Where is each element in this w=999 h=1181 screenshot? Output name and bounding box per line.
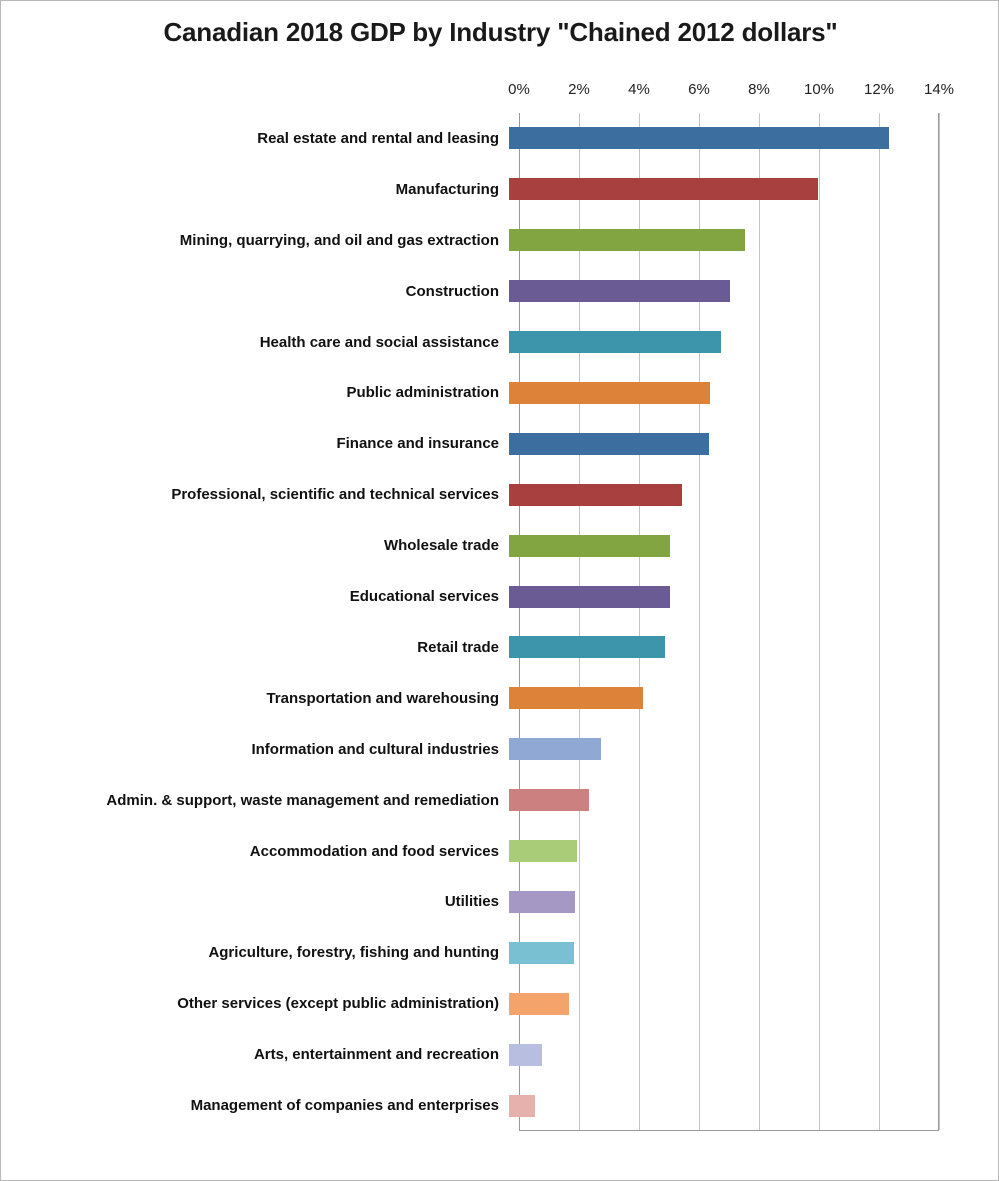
x-tick-label: 0% bbox=[508, 81, 530, 98]
bar-row bbox=[1, 1029, 939, 1080]
bar-track bbox=[509, 927, 929, 978]
bar-rows bbox=[1, 113, 939, 1131]
bar-track bbox=[509, 113, 929, 164]
bar-track bbox=[509, 571, 929, 622]
x-tick-label: 8% bbox=[748, 81, 770, 98]
bar[interactable] bbox=[509, 993, 569, 1015]
bar-category-label: Accommodation and food services bbox=[249, 842, 499, 860]
bar[interactable] bbox=[509, 891, 575, 913]
bar-track bbox=[509, 978, 929, 1029]
bar-row bbox=[1, 826, 939, 877]
bar[interactable] bbox=[509, 127, 889, 149]
bar[interactable] bbox=[509, 1095, 535, 1117]
bar-row bbox=[1, 469, 939, 520]
bar-category-label: Educational services bbox=[349, 588, 499, 606]
bar-track bbox=[509, 266, 929, 317]
bar-row bbox=[1, 418, 939, 469]
bar-track bbox=[509, 622, 929, 673]
bar[interactable] bbox=[509, 331, 721, 353]
bar-row bbox=[1, 520, 939, 571]
bar-track bbox=[509, 418, 929, 469]
bar-category-label: Transportation and warehousing bbox=[266, 689, 499, 707]
bar-row bbox=[1, 622, 939, 673]
bar[interactable] bbox=[509, 738, 601, 760]
bar[interactable] bbox=[509, 687, 643, 709]
bar-row bbox=[1, 215, 939, 266]
x-axis-tick-labels bbox=[508, 81, 955, 103]
bar[interactable] bbox=[509, 382, 710, 404]
bar-track bbox=[509, 1029, 929, 1080]
bar-category-label: Wholesale trade bbox=[383, 537, 499, 555]
bar-track bbox=[509, 877, 929, 928]
bar[interactable] bbox=[509, 586, 670, 608]
bar-track bbox=[509, 469, 929, 520]
bar-row bbox=[1, 877, 939, 928]
bar-row bbox=[1, 978, 939, 1029]
bar-track bbox=[509, 673, 929, 724]
bar[interactable] bbox=[509, 942, 574, 964]
bar[interactable] bbox=[509, 535, 670, 557]
bar-category-label: Admin. & support, waste management and remediation bbox=[106, 791, 499, 809]
bar-category-label: Mining, quarrying, and oil and gas extraction bbox=[179, 231, 499, 249]
bar-category-label: Finance and insurance bbox=[336, 435, 499, 453]
bar[interactable] bbox=[509, 636, 665, 658]
bar-track bbox=[509, 164, 929, 215]
bar-category-label: Agriculture, forestry, fishing and hunting bbox=[208, 944, 499, 962]
x-tick-label: 14% bbox=[923, 81, 955, 98]
bar[interactable] bbox=[509, 789, 589, 811]
bar-category-label: Utilities bbox=[444, 893, 499, 911]
chart-title: Canadian 2018 GDP by Industry "Chained 2012 dollars" bbox=[163, 17, 838, 47]
bar-row bbox=[1, 927, 939, 978]
x-tick-label: 2% bbox=[568, 81, 590, 98]
bar-category-label: Professional, scientific and technical services bbox=[171, 486, 499, 504]
bar-row bbox=[1, 775, 939, 826]
bar-row bbox=[1, 1080, 939, 1131]
bar-row bbox=[1, 266, 939, 317]
bar[interactable] bbox=[509, 280, 730, 302]
bar-track bbox=[509, 724, 929, 775]
bar-track bbox=[509, 1080, 929, 1131]
bar-category-label: Other services (except public administration) bbox=[177, 995, 499, 1013]
bar-row bbox=[1, 164, 939, 215]
bar-row bbox=[1, 673, 939, 724]
bar-track bbox=[509, 520, 929, 571]
bar-category-label: Real estate and rental and leasing bbox=[257, 129, 499, 147]
bar[interactable] bbox=[509, 433, 709, 455]
bar[interactable] bbox=[509, 840, 577, 862]
bar-row bbox=[1, 724, 939, 775]
bar-category-label: Health care and social assistance bbox=[259, 333, 499, 351]
bar-category-label: Public administration bbox=[346, 384, 499, 402]
x-tick-label: 10% bbox=[803, 81, 835, 98]
bar-category-label: Manufacturing bbox=[395, 180, 499, 198]
x-tick-label: 12% bbox=[863, 81, 895, 98]
bar-track bbox=[509, 215, 929, 266]
bar[interactable] bbox=[509, 229, 745, 251]
bar-category-label: Information and cultural industries bbox=[251, 740, 499, 758]
x-tick-label: 4% bbox=[628, 81, 650, 98]
gridline bbox=[939, 113, 940, 1130]
bar-row bbox=[1, 113, 939, 164]
bar-track bbox=[509, 826, 929, 877]
bar-category-label: Arts, entertainment and recreation bbox=[253, 1046, 499, 1064]
bar[interactable] bbox=[509, 1044, 542, 1066]
x-tick-label: 6% bbox=[688, 81, 710, 98]
bar-category-label: Retail trade bbox=[417, 638, 499, 656]
bar-category-label: Management of companies and enterprises bbox=[190, 1097, 499, 1115]
bar-track bbox=[509, 775, 929, 826]
bar[interactable] bbox=[509, 484, 682, 506]
bar-row bbox=[1, 317, 939, 368]
bar-row bbox=[1, 368, 939, 419]
bar-track bbox=[509, 368, 929, 419]
bar-track bbox=[509, 317, 929, 368]
bar-row bbox=[1, 571, 939, 622]
bar[interactable] bbox=[509, 178, 818, 200]
bar-category-label: Construction bbox=[405, 282, 499, 300]
